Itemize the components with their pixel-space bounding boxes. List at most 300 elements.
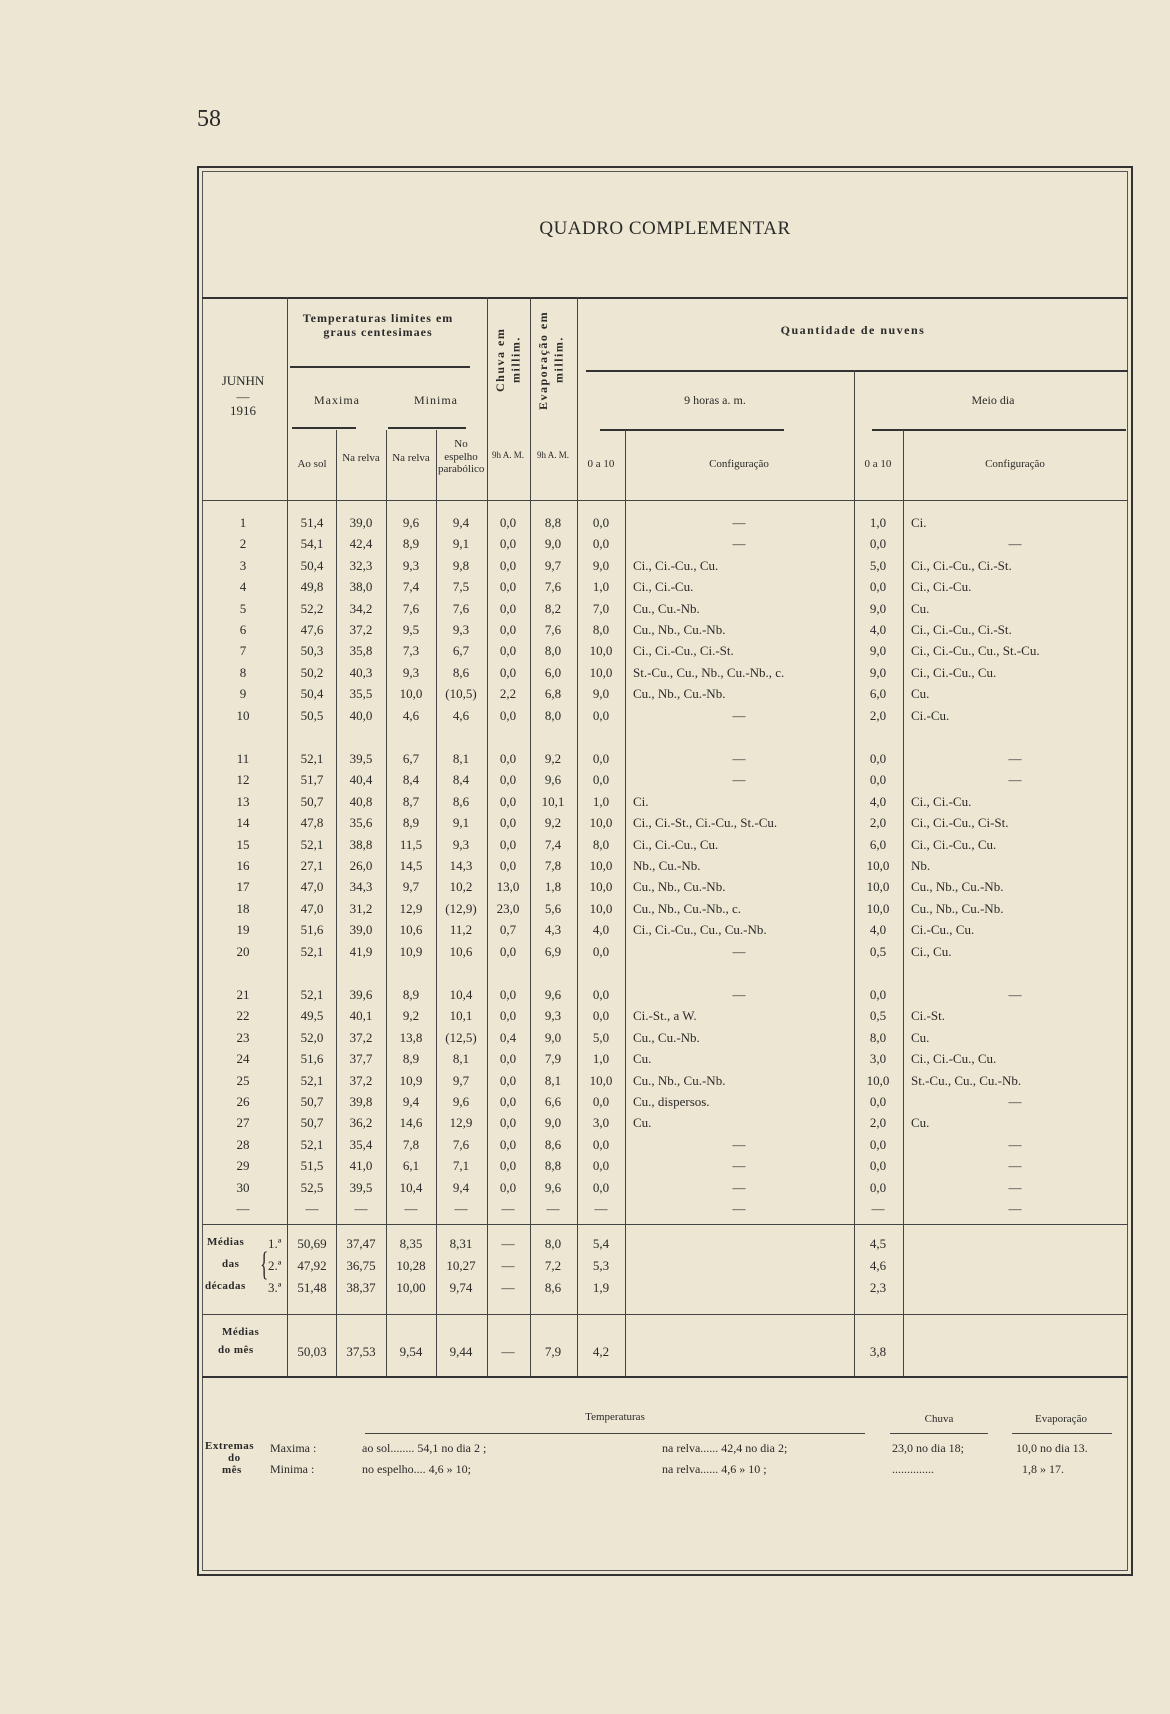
table-cell: 36,2 [349,1115,373,1131]
table-cell: 52,1 [300,751,324,766]
table-cell: 9,5 [402,622,420,637]
table-cell: 10,6 [399,922,423,938]
table-cell: 47,8 [300,815,324,831]
table-cell: St.-Cu., Cu., Nb., Cu.-Nb., c. [633,664,785,680]
table-cell: 0,0 [592,987,610,1002]
table-cell: 10,0 [399,686,423,702]
table-cell: St.-Cu., Cu., Cu.-Nb. [911,1072,1022,1088]
table-cell: 12 [236,772,250,788]
table-cell: 8,1 [452,1051,470,1067]
table-cell: 9,3 [452,836,470,852]
table-cell: Cu. [911,686,930,702]
rule-extremas-temp [365,1433,865,1434]
table-cell: 50,7 [300,793,324,809]
table-cell: 35,5 [349,686,373,702]
table-cell: — [454,1201,468,1216]
table-cell: 9,2 [544,815,562,831]
table-cell: Ci.-Cu., Cu. [911,922,975,938]
header-chuva: Chuva em millim. [493,327,523,393]
table-cell: 10,0 [866,879,890,895]
table-cell: 0,0 [592,1008,610,1024]
table-cell: 9,4 [452,1179,470,1195]
decade-cell: 37,47 [346,1236,376,1251]
table-cell: 0,0 [592,1136,610,1152]
table-cell: 52,1 [300,1072,324,1088]
header-maxima: Maxima [314,393,360,407]
table-cell: 6 [239,622,247,637]
das-label: das [222,1258,240,1270]
table-cell: 9,6 [544,1179,562,1195]
table-cell: 50,7 [300,1115,324,1131]
table-cell: 51,6 [300,922,324,938]
extremas-do: do [228,1452,241,1464]
table-cell: — [546,1201,560,1216]
table-cell: Cu., Cu.-Nb. [633,1029,700,1045]
table-cell: (10,5) [445,686,477,702]
table-cell: 7,6 [544,579,562,595]
table-cell: 38,0 [349,579,373,595]
decade-cell: 4,6 [869,1258,887,1273]
table-cell: 26 [236,1094,250,1109]
table-cell: 7,8 [402,1136,420,1152]
table-cell: 8,0 [869,1029,887,1045]
header-minima: Minima [414,393,458,407]
table-cell: 30 [236,1179,250,1195]
month-average-cell: 37,53 [346,1344,376,1359]
table-cell: 0,0 [499,557,517,573]
table-cell: — [732,515,746,530]
table-cell: 52,1 [300,836,324,852]
table-cell: 1,0 [592,579,610,595]
header-meio-dia: Meio dia [971,393,1015,407]
table-cell: Nb. [911,858,931,873]
table-cell: 9,3 [544,1008,562,1024]
table-cell: 21 [236,987,250,1002]
table-cell: 0,0 [499,515,517,530]
table-cell: 8 [239,664,247,680]
table-cell: 9,0 [544,1029,562,1045]
col-0a10-meio-dia: 0 a 10 [864,458,892,470]
rule-table-bottom [202,1376,1128,1378]
table-cell: 2,0 [869,1115,887,1131]
vrule-7 [577,297,578,1376]
table-cell: 8,9 [402,536,420,552]
table-cell: 11 [236,751,250,766]
table-cell: Ci., Ci.-Cu., Cu. [911,836,997,852]
vrule-6 [530,297,531,1376]
rule-9h [600,429,784,431]
table-cell: 8,1 [544,1072,562,1088]
table-cell: 2,2 [499,686,517,702]
table-cell: 0,0 [499,858,517,873]
table-cell: 10,4 [399,1179,423,1195]
header-year: 1916 [230,403,256,418]
table-cell: 0,0 [499,1179,517,1195]
table-cell: 4,6 [402,707,420,723]
table-cell: 0,4 [499,1029,517,1045]
table-cell: Ci., Ci.-Cu., Cu. [911,664,997,680]
table-cell: 6,6 [544,1094,562,1109]
table-cell: 10,1 [449,1008,473,1024]
table-cell: 5,0 [869,557,887,573]
table-cell: 12,9 [449,1115,473,1131]
table-cell: 0,0 [869,1136,887,1152]
header-dash: — [236,389,250,404]
table-cell: 4,6 [452,707,470,723]
table-cell: 4,0 [869,793,887,809]
month-average-cell: 7,9 [544,1344,562,1359]
table-cell: 8,0 [592,622,610,637]
decadas-label: décadas [205,1280,246,1292]
rule-header-top [202,297,1128,299]
header-month: JUNHN [221,373,265,388]
table-cell: 9,8 [452,557,470,573]
table-cell: — [732,943,746,959]
table-cell: 52,0 [300,1029,324,1045]
table-cell: 9,7 [402,879,420,895]
table-cell: 50,4 [300,557,324,573]
table-cell: 13,8 [399,1029,423,1045]
table-cell: 10,0 [589,858,613,873]
table-cell: 0,0 [592,1158,610,1174]
vrule-10 [903,430,904,1376]
table-cell: Ci., Ci.-Cu., Cu. [911,1051,997,1067]
col-evap-9h: 9h A. M. [536,450,569,460]
table-cell: 8,8 [544,1158,562,1174]
table-cell: Cu., Cu.-Nb. [633,600,700,616]
col-configuracao-9h: Configuração [709,458,769,470]
table-cell: 0,0 [592,943,610,959]
table-cell: Ci., Ci.-St., Ci.-Cu., St.-Cu. [633,815,778,831]
table-cell: 35,6 [349,815,373,831]
table-cell: 8,9 [402,1051,420,1067]
table-cell: 8,2 [544,600,562,616]
table-cell: 9,1 [452,536,470,552]
table-cell: 6,7 [452,643,470,659]
table-cell: 0,0 [869,536,887,552]
table-cell: 39,5 [349,1179,373,1195]
table-cell: — [732,707,746,723]
table-cell: Cu. [911,1115,930,1131]
decade-cell: 10,00 [396,1280,426,1295]
table-cell: 47,6 [300,622,324,637]
table-cell: 0,0 [592,772,610,788]
month-average-cell: 9,44 [449,1344,473,1359]
table-cell: 37,2 [349,1072,373,1088]
table-cell: 0,0 [869,751,887,766]
table-cell: 9,6 [544,772,562,788]
table-cell: 9,0 [869,643,887,659]
table-cell: 0,0 [869,1179,887,1195]
decade-cell: 51,48 [297,1280,327,1295]
extremas-max-sol: ao sol........ 54,1 no dia 2 ; [362,1441,487,1455]
decade-cell: 5,3 [592,1258,610,1273]
table-cell: 9,2 [544,751,562,766]
table-cell: 4 [239,579,247,595]
table-cell: 0,0 [499,707,517,723]
table-cell: 1,0 [869,515,887,530]
table-cell: 7,6 [452,1136,470,1152]
table-cell: 10,9 [399,1072,423,1088]
table-cell: — [236,1201,250,1216]
table-cell: — [1008,1201,1022,1216]
table-cell: 40,0 [349,707,373,723]
table-cell: 8,6 [452,793,470,809]
table-cell: 6,1 [402,1158,420,1174]
table-cell: 7,6 [402,600,420,616]
table-cell: Cu., Nb., Cu.-Nb. [911,879,1004,895]
table-cell: Ci., Ci.-Cu., Ci.-St. [633,643,734,659]
table-cell: 23,0 [496,900,520,916]
table-cell: 41,9 [349,943,373,959]
table-cell: 40,1 [349,1008,373,1024]
table-cell: 9,3 [402,557,420,573]
table-cell: 6,8 [544,686,562,702]
table-cell: 0,0 [499,793,517,809]
table-cell: 25 [236,1072,250,1088]
table-cell: — [594,1201,608,1216]
table-cell: 0,0 [499,1115,517,1131]
table-cell: Ci., Ci.-Cu., Cu., Cu.-Nb. [633,922,767,938]
table-cell: Cu., Nb., Cu.-Nb., c. [633,900,741,916]
table-cell: 9,6 [544,987,562,1002]
table-cell: 9 [239,686,247,702]
table-cell: Ci., Ci.-Cu. [633,579,694,595]
table-cell: 39,5 [349,751,373,766]
month-average-cell: — [501,1344,515,1359]
table-cell: Ci., Ci.-Cu., Ci.-St. [911,557,1012,573]
table-cell: — [732,1136,746,1152]
table-cell: Cu., Nb., Cu.-Nb. [633,622,726,637]
extremas-min-evap: 1,8 » 17. [1022,1462,1064,1476]
rule-temp-group [290,366,470,368]
table-cell: 49,5 [300,1008,324,1024]
extremas-minima-label: Minima : [270,1462,315,1476]
table-cell: 2,0 [869,815,887,831]
table-cell: 0,0 [499,815,517,831]
rule-header-bottom [202,500,1128,501]
table-cell: 10,0 [589,879,613,895]
table-cell: 8,6 [544,1136,562,1152]
table-cell: 5 [239,600,247,616]
table-cell: 0,0 [869,987,887,1002]
table-cell: 34,2 [349,600,373,616]
table-cell: 15 [236,836,250,852]
table-cell: Ci., Ci.-Cu., Cu. [633,836,719,852]
decade-cell: 8,6 [544,1280,562,1295]
table-cell: 34,3 [349,879,373,895]
vrule-2 [336,430,337,1376]
table-cell: 31,2 [349,900,373,916]
table-cell: — [871,1201,885,1216]
table-cell: Ci., Ci.-Cu., Ci.-St. [911,622,1012,637]
table-cell: 0,0 [592,536,610,552]
table-cell: 23 [236,1029,250,1045]
table-cell: 54,1 [300,536,324,552]
table-cell: — [1008,1158,1022,1174]
month-average-cell: 50,03 [297,1344,327,1359]
table-cell: (12,5) [445,1029,477,1045]
table-cell: 6,7 [402,751,420,766]
decade-cell: 2,3 [869,1280,887,1295]
table-cell: 0,0 [499,622,517,637]
table-cell: — [1008,751,1022,766]
table-cell: 9,3 [452,622,470,637]
table-cell: 9,0 [544,1115,562,1131]
table-cell: 7,6 [544,622,562,637]
decade-cell: 8,35 [399,1236,423,1251]
table-cell: 7,6 [452,600,470,616]
month-average-cell: 9,54 [399,1344,423,1359]
table-cell: 50,5 [300,707,324,723]
table-cell: 40,8 [349,793,373,809]
table-cell: 37,2 [349,622,373,637]
do-mes-label: do mês [218,1344,254,1356]
table-cell: 8,9 [402,987,420,1002]
table-cell: 51,7 [300,772,324,788]
table-cell: 35,8 [349,643,373,659]
table-cell: — [1008,1136,1022,1152]
table-cell: 9,6 [452,1094,470,1109]
table-cell: 0,0 [869,579,887,595]
table-cell: 37,2 [349,1029,373,1045]
table-cell: 8,0 [544,643,562,659]
table-cell: — [732,536,746,552]
table-cell: 9,1 [452,815,470,831]
table-cell: 0,0 [869,1158,887,1174]
table-cell: 22 [236,1008,250,1024]
table-cell: 9,0 [592,686,610,702]
table-cell: 5,6 [544,900,562,916]
table-cell: 14,3 [449,858,473,873]
extremas-min-chuva: .............. [892,1462,934,1476]
table-cell: 9,0 [869,664,887,680]
table-cell: 9,0 [869,600,887,616]
decade-cell: 10,27 [446,1258,476,1273]
table-cell: 0,0 [499,1072,517,1088]
header-9-horas: 9 horas a. m. [684,393,746,407]
table-cell: Cu. [633,1051,652,1067]
table-cell: 42,4 [349,536,373,552]
table-cell: 7,8 [544,858,562,873]
table-cell: 52,2 [300,600,324,616]
table-cell: — [305,1201,319,1216]
table-cell: Cu., Nb., Cu.-Nb. [911,900,1004,916]
table-cell: Cu., dispersos. [633,1094,710,1109]
table-cell: Ci. [911,515,927,530]
table-title: QUADRO COMPLEMENTAR [539,218,791,239]
table-cell: 4,0 [592,922,610,938]
table-cell: 3 [239,557,247,573]
month-average-cell: 4,2 [592,1344,610,1359]
rule-summary-top [202,1224,1128,1225]
table-cell: 10,0 [866,1072,890,1088]
table-cell: 29 [236,1158,250,1174]
table-cell: 8,4 [402,772,420,788]
table-cell: Ci. [633,793,649,809]
table-cell: 8,8 [544,515,562,530]
table-cell: 20 [236,943,250,959]
table-cell: 6,0 [869,686,887,702]
table-cell: — [732,751,746,766]
header-nuvens: Quantidade de nuvens [780,323,926,337]
table-cell: — [1008,536,1022,552]
table-cell: 0,7 [499,922,517,938]
header-temperaturas-limites: Temperaturas limites em graus centesimaes [302,311,454,339]
decade-cell: 10,28 [396,1258,426,1273]
extremas-label: Extremas [205,1440,255,1452]
table-cell: 0,5 [869,943,887,959]
table-cell: 0,0 [592,515,610,530]
table-cell: 11,2 [449,922,473,938]
table-cell: 17 [236,879,250,895]
table-cell: 40,4 [349,772,373,788]
table-cell: — [1008,987,1022,1002]
extremas-maxima-label: Maxima : [270,1441,317,1455]
table-cell: 52,1 [300,1136,324,1152]
table-cell: 8,6 [452,664,470,680]
table-cell: 2 [239,536,247,552]
table-cell: 47,0 [300,900,324,916]
decade-cell: 8,31 [449,1236,473,1251]
table-cell: 0,0 [499,1136,517,1152]
table-cell: Ci., Ci.-Cu., Ci-St. [911,815,1009,831]
table-cell: Ci., Ci.-Cu. [911,579,972,595]
table-cell: 10,0 [589,664,613,680]
table-cell: 0,0 [869,772,887,788]
table-cell: 7,3 [402,643,420,659]
table-cell: 0,0 [499,987,517,1002]
table-cell: — [501,1201,515,1216]
table-cell: 0,0 [499,664,517,680]
table-cell: 7 [239,643,247,659]
table-cell: 3,0 [592,1115,610,1131]
table-cell: 51,6 [300,1051,324,1067]
decadas-brace: { [260,1246,269,1283]
table-cell: 37,7 [349,1051,373,1067]
table-cell: 6,0 [544,664,562,680]
table-cell: — [1008,1094,1022,1109]
table-cell: 8,4 [452,772,470,788]
table-cell: 9,6 [402,515,420,530]
table-cell: 12,9 [399,900,423,916]
header-evaporacao: Evaporação em millim. [536,310,566,410]
table-cell: 8,1 [452,751,470,766]
table-cell: 4,3 [544,922,562,938]
table-cell: 7,9 [544,1051,562,1067]
table-cell: 26,0 [349,858,373,873]
table-cell: 6,0 [869,836,887,852]
decade-cell: 47,92 [297,1258,327,1273]
extremas-max-evap: 10,0 no dia 13. [1016,1441,1088,1455]
table-cell: 0,0 [499,751,517,766]
table-cell: 10,0 [589,1072,613,1088]
table-cell: 0,0 [869,1094,887,1109]
rule-nuvens [586,370,1128,372]
table-cell: 5,0 [592,1029,610,1045]
table-cell: 7,4 [402,579,420,595]
table-cell: 27 [236,1115,250,1131]
table-cell: 4,0 [869,622,887,637]
extremas-min-espelho: no espelho.... 4,6 » 10; [362,1462,471,1476]
table-cell: 9,7 [544,557,562,573]
table-cell: Ci., Ci.-Cu. [911,793,972,809]
table-cell: (12,9) [445,900,477,916]
table-cell: 0,5 [869,1008,887,1024]
table-cell: 0,0 [499,836,517,852]
table-cell: 7,0 [592,600,610,616]
table-cell: 14,6 [399,1115,423,1131]
